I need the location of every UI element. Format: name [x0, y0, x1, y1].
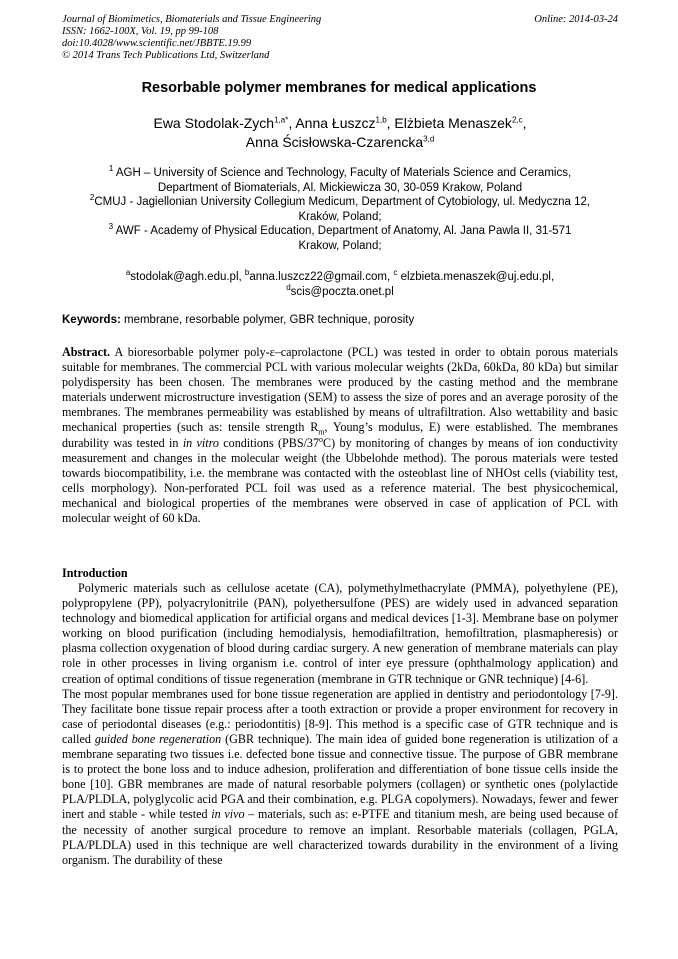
intro-italic: in vivo: [211, 807, 245, 822]
email-line-1: [62, 270, 618, 285]
author-emails: [62, 270, 618, 299]
author-affil-marker: 3,d: [423, 134, 435, 144]
journal-copyright: © 2014 Trans Tech Publications Ltd, Switzerland: [62, 50, 270, 61]
affiliation-1-cont: Department of Biomaterials, Al. Mickiewicza 30, 30-059 Krakow, Poland: [157, 181, 523, 194]
author-list: Ewa Stodolak-Zych$^{1,a*}$, Anna Łuszcz$^{1,b}$, Elżbieta Menaszek$^{2,c}$, Anna Ścisłowska-Czarencka$^{3,d}$: [153, 115, 527, 150]
journal-issn: ISSN: 1662-100X, Vol. 19, pp 99-108: [62, 26, 219, 37]
email-c: elzbieta.menaszek@uj.edu.pl,: [400, 271, 555, 283]
email-marker: d: [286, 282, 291, 292]
email-line-2: [62, 282, 618, 300]
affiliation-text: AGH – University of Science and Technology, Faculty of Materials Science and Ceramics,: [115, 167, 572, 179]
journal-header: [62, 14, 618, 62]
abstract-label: Abstract.: [62, 345, 111, 359]
intro-text: The most popular membranes used for bone tissue regeneration are applied in dentistry and periodontology [7-9]. They facilitate bone tissue repair process after a tooth extraction or provide a proper environment for recovery in case of periodontal diseases (e.g.: periodontitis) [8-9]. This method is a specific case of GTR technique and is called: [62, 686, 618, 746]
abstract-text: conditions (PBS/37: [218, 435, 320, 450]
email-d: scis@poczta.onet.pl: [290, 285, 394, 298]
intro-italic: guided bone regeneration: [94, 731, 222, 746]
online-date: Online: 2014-03-24: [534, 14, 618, 25]
email-marker: a: [125, 268, 131, 278]
author-name: Elżbieta Menaszek: [394, 115, 512, 131]
introduction-body: [62, 581, 618, 868]
author-name: Anna Łuszcz: [295, 115, 376, 131]
author-name: Anna Ścisłowska-Czarencka: [245, 134, 424, 150]
section-heading-introduction: Introduction: [62, 566, 128, 580]
keywords-label: Keywords:: [62, 314, 121, 326]
author-affil-marker: 1,a*: [274, 115, 289, 125]
affiliation-2-cont: Kraków, Poland;: [298, 210, 382, 223]
email-b: anna.luszcz22@gmail.com,: [249, 271, 391, 283]
intro-text: (GBR technique). The main idea of guided bone regeneration is utilization of a membrane separating two tissues i.e. defected bone tissue and connective tissue. The purpose of GBR membrane is to protect the bone loss and to induce adhesion, proliferation and differentiation of bone tissue cells inside the bone [10]. GBR membranes are made of natural resorbable polymers (collagen) or synthetic ones (polylactide PLA/PLDLA, polyglycolic acid PGA and their combination, e.g. PLGA copolymers). Nowadays, fewer and fewer inert and stable - while tested: [62, 731, 618, 822]
affiliation-number: 2: [89, 193, 95, 203]
email-a: stodolak@agh.edu.pl,: [130, 271, 242, 283]
abstract-text: , Young’s modulus, E) were established. The membranes durability was tested in: [62, 420, 618, 450]
affiliation-3-cont: Krakow, Poland;: [298, 239, 382, 252]
affiliation-2: [62, 195, 618, 210]
journal-name: Journal of Biomimetics, Biomaterials and Tissue Engineering: [62, 14, 322, 25]
affiliations: [62, 166, 618, 254]
abstract-text: C) by monitoring of changes by means of ion conductivity measurement and changes in the molecular weight (the Ubbelohde method). The porous materials were tested towards biocompatibility, i.e. the membrane was contacted with the osteoblast line of NHOst cells (viability test, cells morphology). Non-perforated PCL foil was used as a reference material. The best physicochemical, mechanical and biological properties of the membranes were observed in case of application of PCL with molecular weight of 60 kDa.: [62, 435, 619, 526]
affiliation-text: CMUJ - Jagiellonian University Collegium Medicum, Department of Cytobiology, ul. Medyczna 12,: [94, 196, 591, 209]
keywords-text: membrane, resorbable polymer, GBR technique, porosity: [124, 314, 415, 326]
email-marker: b: [244, 268, 250, 278]
intro-paragraph-2: [62, 687, 618, 868]
intro-text: – materials, such as: e-PTFE and titanium mesh, are being used because of the necessity of another surgical procedure to remove an implant. Resorbable materials (collagen, PGLA, PLA/PLDLA) used in this technique are well characterized towards durability in the environment of a living organism. The durability of these: [62, 807, 619, 867]
superscript: o: [319, 434, 324, 444]
author-affil-marker: 2,c: [511, 115, 523, 125]
abstract-text: A bioresorbable polymer poly-ε–caprolactone (PCL) was tested in order to obtain porous materials suitable for membranes. The commercial PCL with various molecular weights (2kDa, 60kDa, 80 kDa) but similar polydispersity has been chosen. The membranes were produced by the casting method and the membrane materials underwent microstructure investigation (SEM) to assess the size of pores and an average porosity of the membranes. The membranes permeability was established by means of ultrafiltration. Also wettability and basic mechanical properties (such as: tensile strength R: [62, 345, 618, 435]
abstract: [62, 345, 618, 526]
affiliation-text: AWF - Academy of Physical Education, Department of Anatomy, Al. Jana Pawla II, 31-571: [115, 225, 572, 238]
affiliation-number: 3: [108, 222, 114, 232]
abstract-italic: in vitro: [182, 435, 219, 450]
intro-paragraph-1: Polymeric materials such as cellulose acetate (CA), polymethylmethacrylate (PMMA), polyethylene (PE), polypropylene (PP), polyacrylonitrile (PAN), polyethersulfone (PES) are widely used in advanced separation technology and biomedical application for artificial organs and medical devices [1-3]. Membrane base on polymer working on blood purification (including hemodialysis, hemodiafiltration, hemofiltration, plasmapheresis) or plasma collection oxygenation of blood during cardiac surgery. A new generation of membrane materials can play role in other processes in living organism i.e. control of inter eye pressure (ophthalmology application) and creation of optimal conditions of tissue regeneration (membrane in GTR technique or GNR technique) [4-6].: [62, 581, 618, 686]
author-name: Ewa Stodolak-Zych: [153, 115, 275, 131]
author-affil-marker: 1,b: [375, 115, 387, 125]
paper-title: Resorbable polymer membranes for medical applications: [141, 80, 537, 96]
affiliation-1: [62, 166, 618, 181]
email-marker: c: [393, 268, 398, 278]
affiliation-number: 1: [108, 164, 114, 174]
keywords: [62, 314, 618, 326]
affiliation-3: [62, 224, 618, 239]
subscript: m: [318, 427, 325, 437]
journal-doi: doi:10.4028/www.scientific.net/JBBTE.19.99: [62, 38, 252, 49]
